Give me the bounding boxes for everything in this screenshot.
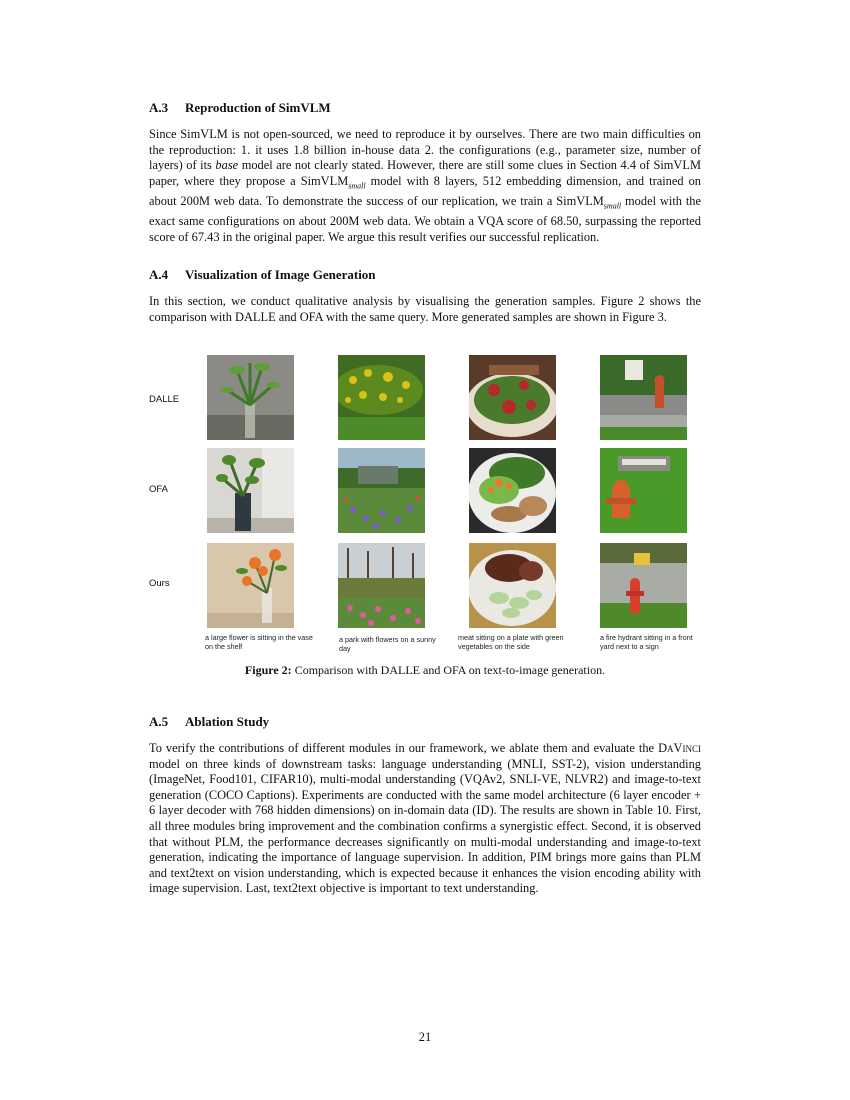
caption-meat: meat sitting on a plate with green vegetables on the side	[458, 633, 564, 651]
caption-park: a park with flowers on a sunny day	[339, 635, 436, 653]
page-number: 21	[418, 1030, 432, 1044]
image-dalle-meat-plate	[469, 355, 556, 440]
row-label-ofa: OFA	[149, 484, 169, 495]
image-dalle-hydrant	[600, 355, 687, 440]
section-a4-paragraph: In this section, we conduct qualitative analysis by visualising the generation samples. Figure 2 shows the comparison with DALLE and OFA with the same query. More generated samples are shown in Figure 3.	[149, 294, 701, 324]
row-label-dalle: DALLE	[149, 394, 180, 405]
section-heading-a5: A.5 Ablation Study	[149, 714, 270, 729]
figure-caption: Figure 2: Comparison with DALLE and OFA on text-to-image generation.	[244, 663, 606, 677]
section-heading-a4: A.4 Visualization of Image Generation	[149, 267, 376, 282]
model-name: DaVinci	[658, 741, 701, 755]
image-ofa-hydrant	[600, 448, 687, 533]
image-ofa-flower-vase	[207, 448, 294, 533]
image-ofa-park	[338, 448, 425, 533]
section-a5-paragraph: To verify the contributions of different modules in our framework, we ablate them and evaluate the DaVinci model on three kinds of downstream tasks: language understanding (MNLI, SST-2), vision understanding (ImageNet, Food101, CIFAR10), multi-modal understanding (VQAv2, SNLI-VE, NLVR2) and image-to-text generation (COCO Captions). Experiments are conducted with the same model architecture (6 layer encoder + 6 layer decoder with 768 hidden dimensions) on in-domain data (ID). The results are shown in Table 10. First, all three modules bring improvement and the combination confirms a synergistic effect. Second, it is observed that without PLM, the performance decreases significantly on multi-modal understanding and image-to-text generation, indicating the importance of language supervision. In addition, PIM brings more gains than PLM and text2text on vision understanding, which is expected because it enhances the vision encoding ability with image supervision. Last, text2text objective is important to text understanding.	[149, 741, 701, 896]
section-a3-paragraph: Since SimVLM is not open-sourced, we need to reproduce it by ourselves. There are two main difficulties on the reproduction: 1. it uses 1.8 billion in-house data 2. the configurations (e.g., parameter size, number of layers) of its base model are not clearly stated. However, there are still some clues in Section 4.4 of SimVLM paper, where they propose a SimVLM$_{small}$ model with 8 layers, 512 embedding dimension, and trained on about 200M web data. To demonstrate the success of our replication, we train a SimVLM$_{small}$ model with the exact same configurations on about 200M web data. We obtain a VQA score of 68.50, surpassing the reported score of 67.43 in the original paper. We argue this result verifies our successful replication.	[149, 127, 701, 244]
image-ours-park	[338, 543, 425, 628]
caption-hydrant: a fire hydrant sitting in a front yard next to a sign	[600, 633, 693, 651]
figure-2	[149, 355, 701, 655]
image-dalle-park	[338, 355, 425, 440]
image-ofa-meat-plate	[469, 448, 556, 533]
image-ours-hydrant	[600, 543, 687, 628]
image-dalle-flower-vase	[207, 355, 294, 440]
caption-flower: a large flower is sitting in the vase on the shelf	[205, 633, 313, 651]
section-heading-a3: A.3 Reproduction of SimVLM	[149, 100, 331, 115]
image-ours-meat-plate	[469, 543, 556, 628]
row-label-ours: Ours	[149, 578, 170, 589]
image-ours-flower-vase	[207, 543, 294, 628]
